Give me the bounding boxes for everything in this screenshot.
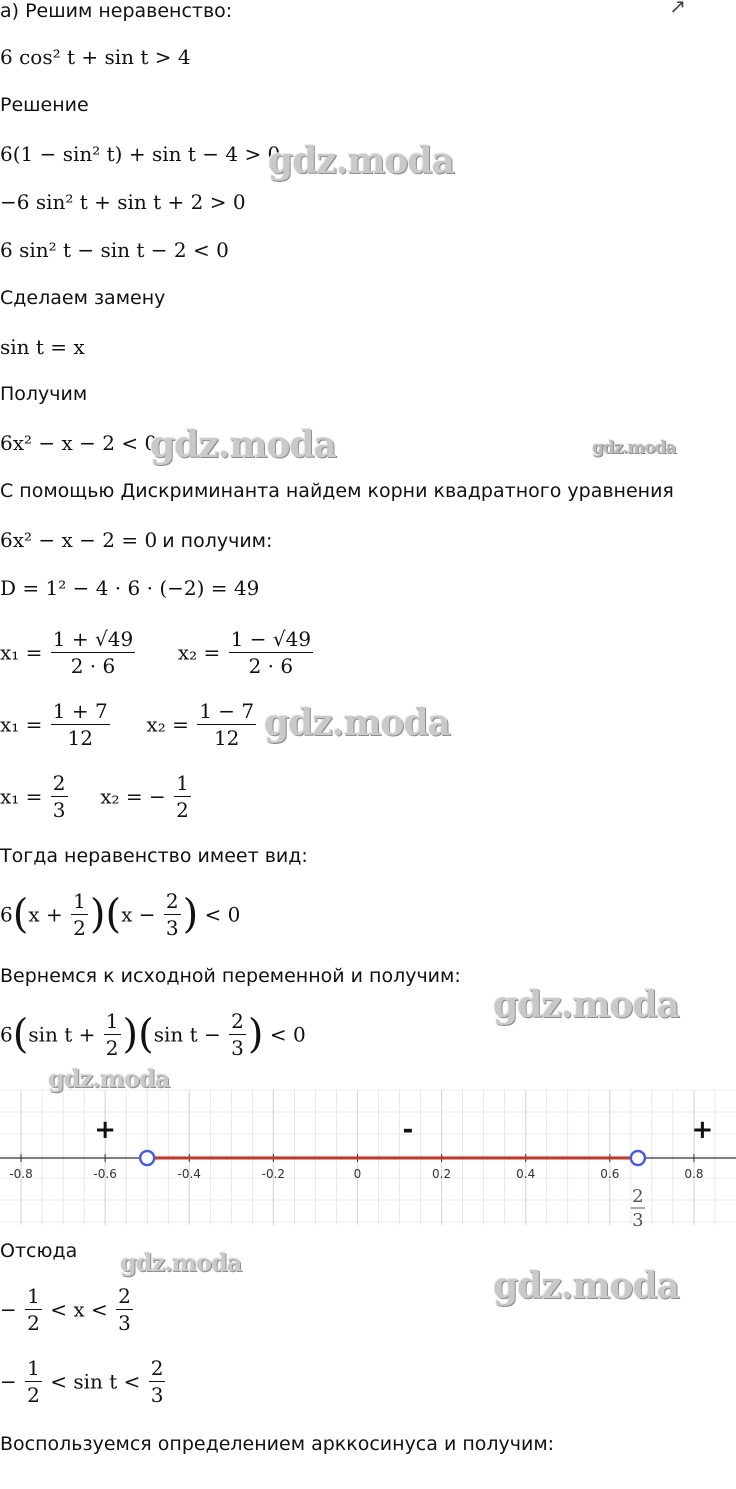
- step-3: 6 sin² t − sin t − 2 < 0: [0, 238, 229, 262]
- then-label: Тогда неравенство имеет вид:: [0, 845, 308, 867]
- quadratic-inequality: 6x² − x − 2 < 0: [0, 431, 158, 455]
- hence-label: Отсюда: [0, 1240, 78, 1262]
- open-point: [631, 1151, 645, 1165]
- roots-simplified-row: [0, 698, 258, 751]
- corner-arrow-icon: ↗: [669, 0, 686, 18]
- quadratic-equation: 6x² − x − 2 = 0: [0, 528, 158, 552]
- x2-label: x₂ =: [177, 640, 221, 665]
- root2-sign: −: [149, 784, 166, 809]
- x1-label: x₁ =: [0, 640, 43, 665]
- tick-label: 0: [353, 1167, 362, 1181]
- tick-label: -0.4: [177, 1167, 201, 1181]
- quadratic-equation-suffix: и получим:: [162, 530, 273, 552]
- factored-inequality: 6(x + $\frac{1}{2}$ )(x − $\frac{2}{3}$ ) < 0: [0, 889, 241, 940]
- root1-final: $\frac{2}{3}$: [52, 771, 66, 822]
- root2-fraction: $\frac{1 - √49}{2 \cdot 6}$: [230, 627, 312, 678]
- point-label-denominator: 3: [632, 1210, 644, 1230]
- roots-formula-row: [0, 626, 315, 679]
- number-line-chart: [0, 1080, 736, 1230]
- point-label-numerator: 2: [632, 1186, 644, 1207]
- factored-sin-inequality: 6(sin t + $\frac{1}{2}$ )(sin t − $\frac{2}{3}$ ) < 0: [0, 1009, 306, 1060]
- tick-label: -0.8: [9, 1167, 33, 1181]
- root1-simplified: $\frac{1 + 7}{12}$: [52, 699, 108, 750]
- open-point: [140, 1151, 154, 1165]
- x2-label: x₂ =: [100, 784, 143, 809]
- watermark: gdz.moda: [493, 984, 679, 1026]
- result-x: − $\frac{1}{2}$ < x < $\frac{2}{3}$: [0, 1284, 131, 1335]
- tick-label: -0.6: [93, 1167, 117, 1181]
- final-label: Воспользуемся определением арккосинуса и получим:: [0, 1433, 555, 1455]
- watermark: gdz.moda: [268, 140, 454, 182]
- start-inequality: 6 cos² t + sin t > 4: [0, 45, 191, 69]
- watermark: gdz.moda: [150, 424, 336, 466]
- interval-sign: -: [402, 1115, 414, 1145]
- solution-label: Решение: [0, 94, 89, 116]
- discriminant-text: С помощью Дискриминанта найдем корни квадратного уравнения: [0, 480, 674, 502]
- section-heading: а) Решим неравенство:: [0, 0, 233, 22]
- x1-label: x₁ =: [0, 712, 43, 737]
- root2-final: $\frac{1}{2}$: [176, 771, 189, 822]
- tick-label: 0.4: [516, 1167, 536, 1181]
- tick-label: 0.6: [600, 1167, 620, 1181]
- step-1: 6(1 − sin² t) + sin t − 4 > 0: [0, 142, 281, 166]
- step-2: −6 sin² t + sin t + 2 > 0: [0, 190, 246, 214]
- root1-fraction: $\frac{1 + √49}{2 \cdot 6}$: [52, 627, 134, 678]
- watermark: gdz.moda: [48, 1064, 170, 1093]
- root2-simplified: $\frac{1 - 7}{12}$: [199, 699, 255, 750]
- return-label: Вернемся к исходной переменной и получим:: [0, 965, 461, 987]
- interval-sign: +: [94, 1115, 117, 1145]
- watermark: gdz.moda: [120, 1248, 242, 1277]
- x2-label: x₂ =: [146, 712, 189, 737]
- tick-label: 0.2: [432, 1167, 452, 1181]
- roots-final-row: [0, 770, 193, 823]
- x1-label: x₁ =: [0, 784, 43, 809]
- discriminant-formula: D = 1² − 4 · 6 · (−2) = 49: [0, 576, 260, 600]
- get-label: Получим: [0, 383, 88, 405]
- substitution: sin t = x: [0, 335, 85, 359]
- tick-label: 0.8: [684, 1167, 704, 1181]
- watermark: gdz.moda: [264, 702, 450, 744]
- interval-sign: +: [691, 1115, 714, 1145]
- watermark: gdz.moda: [592, 438, 676, 458]
- substitution-label: Сделаем замену: [0, 287, 166, 309]
- result-sin: − $\frac{1}{2}$ < sin t < $\frac{2}{3}$: [0, 1356, 164, 1407]
- watermark: gdz.moda: [493, 1265, 679, 1307]
- quadratic-equation-line: [0, 528, 272, 552]
- tick-label: -0.2: [261, 1167, 286, 1181]
